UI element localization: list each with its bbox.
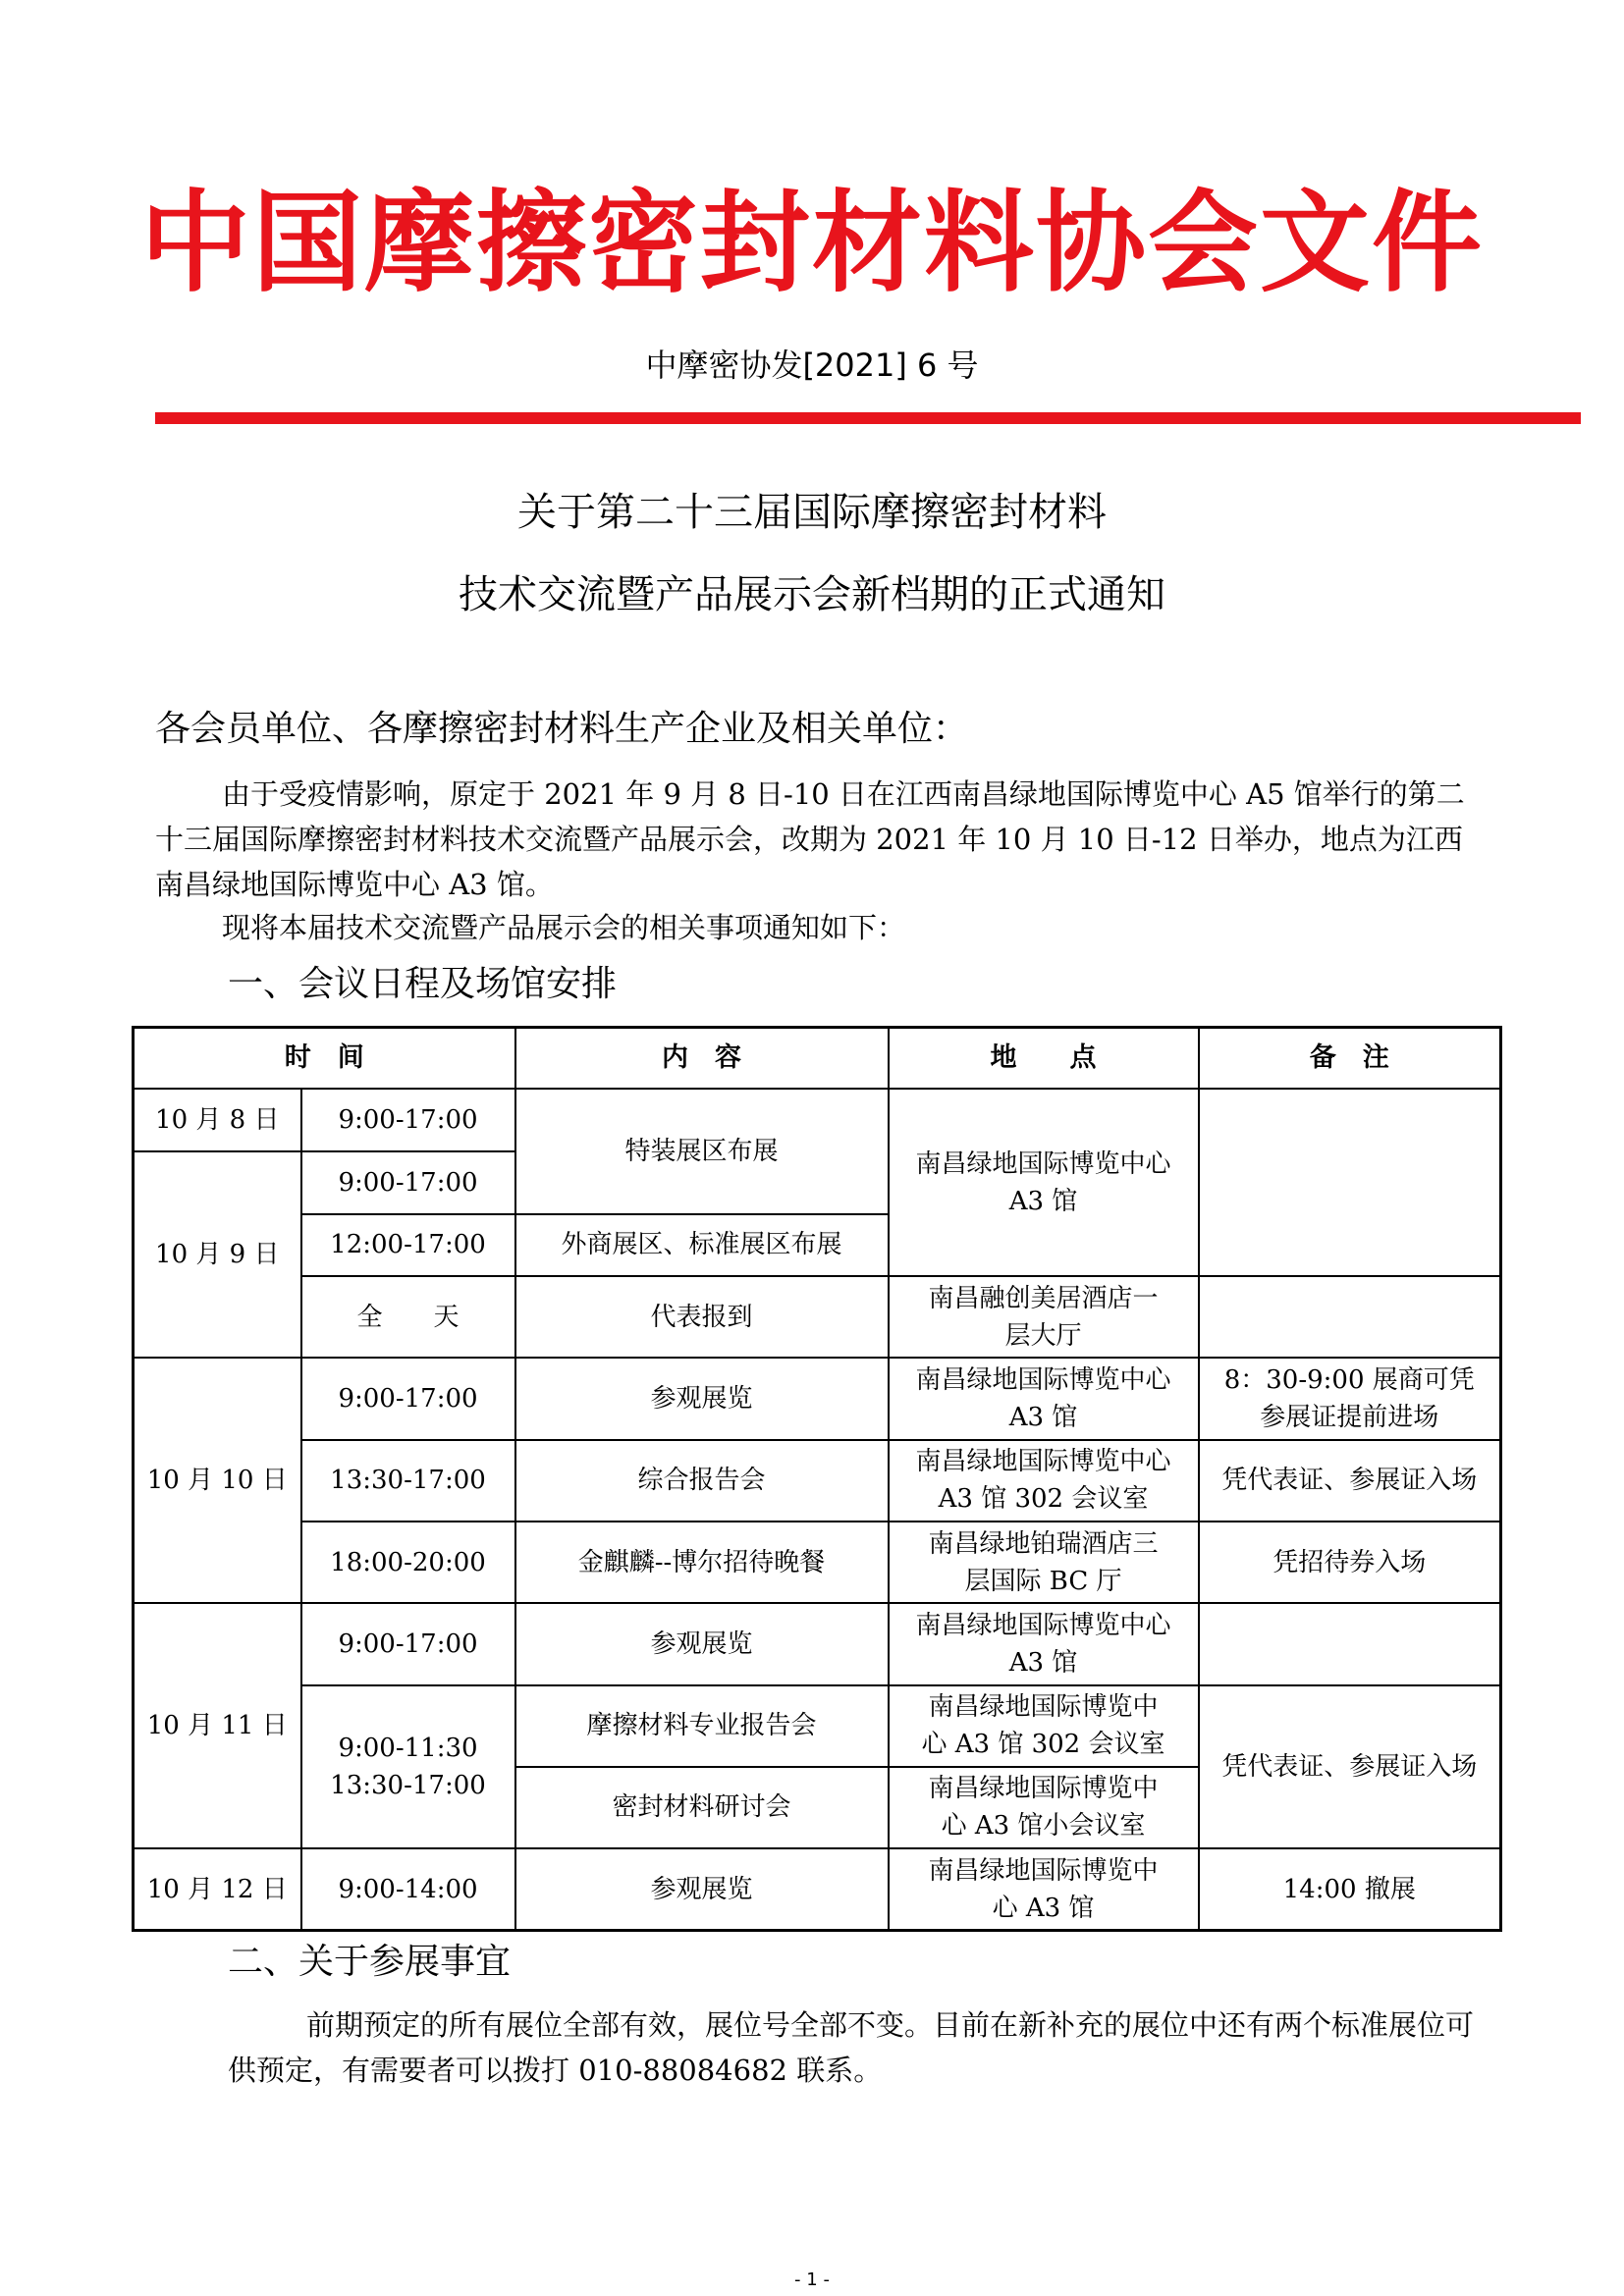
location-cell bbox=[889, 1276, 1199, 1358]
notes-cell: 凭代表证、参展证入场 bbox=[1199, 1685, 1501, 1849]
notice-title-line2: 技术交流暨产品展示会新档期的正式通知 bbox=[459, 572, 1165, 617]
notes-cell bbox=[1199, 1358, 1501, 1439]
time-cell: 12:00-17:00 bbox=[301, 1214, 515, 1277]
content-cell: 参观展览 bbox=[515, 1358, 889, 1439]
date-cell: 10 月 12 日 bbox=[134, 1848, 301, 1930]
notes-cell bbox=[1199, 1603, 1501, 1684]
time-cell: 9:00-17:00 bbox=[301, 1151, 515, 1214]
content-cell: 参观展览 bbox=[515, 1603, 889, 1684]
table-row bbox=[134, 1603, 1501, 1684]
date-cell: 10 月 9 日 bbox=[134, 1151, 301, 1358]
location-line: 心 A3 馆小会议室 bbox=[941, 1811, 1146, 1842]
time-cell: 9:00-14:00 bbox=[301, 1848, 515, 1930]
table-row bbox=[134, 1358, 1501, 1439]
location-line: 南昌绿地铂瑞酒店三 bbox=[928, 1528, 1159, 1559]
note-line: 参展证提前进场 bbox=[1260, 1402, 1439, 1432]
notes-cell: 凭代表证、参展证入场 bbox=[1199, 1440, 1501, 1522]
location-line: 南昌绿地国际博览中 bbox=[928, 1774, 1159, 1804]
location-line: 心 A3 馆 302 会议室 bbox=[921, 1730, 1165, 1760]
time-line: 9:00-11:30 bbox=[338, 1733, 478, 1763]
time-cell: 18:00-20:00 bbox=[301, 1522, 515, 1603]
time-cell: 13:30-17:00 bbox=[301, 1440, 515, 1522]
location-cell bbox=[889, 1767, 1199, 1848]
location-cell bbox=[889, 1440, 1199, 1522]
location-line: 南昌绿地国际博览中心 bbox=[915, 1148, 1171, 1179]
location-cell bbox=[889, 1358, 1199, 1439]
table-row bbox=[134, 1848, 1501, 1930]
table-row bbox=[134, 1276, 1501, 1358]
location-line: 南昌融创美居酒店一 bbox=[928, 1283, 1159, 1313]
salutation: 各会员单位、各摩擦密封材料生产企业及相关单位： bbox=[155, 709, 969, 749]
notes-cell: 凭招待券入场 bbox=[1199, 1522, 1501, 1603]
header-location: 地 点 bbox=[889, 1028, 1199, 1090]
document-number: 中摩密协发[2021] 6 号 bbox=[645, 347, 979, 384]
location-line: A3 馆 bbox=[1008, 1647, 1078, 1678]
schedule-table bbox=[132, 1026, 1502, 1932]
date-cell: 10 月 10 日 bbox=[134, 1358, 301, 1603]
notes-cell bbox=[1199, 1089, 1501, 1276]
location-line: A3 馆 bbox=[1008, 1186, 1078, 1216]
header-time: 时 间 bbox=[134, 1028, 515, 1090]
section-heading-schedule: 一、会议日程及场馆安排 bbox=[228, 964, 618, 1004]
location-cell bbox=[889, 1089, 1199, 1276]
time-cell: 9:00-17:00 bbox=[301, 1089, 515, 1151]
location-line: 层大厅 bbox=[1004, 1320, 1082, 1351]
red-divider bbox=[155, 412, 1581, 424]
table-header-row bbox=[134, 1028, 1501, 1090]
header-content: 内 容 bbox=[515, 1028, 889, 1090]
date-cell: 10 月 8 日 bbox=[134, 1089, 301, 1151]
masthead-title: 中国摩擦密封材料协会文件 bbox=[140, 180, 1484, 307]
location-line: 南昌绿地国际博览中 bbox=[928, 1692, 1159, 1723]
content-cell: 代表报到 bbox=[515, 1276, 889, 1358]
location-cell bbox=[889, 1522, 1199, 1603]
notes-cell bbox=[1199, 1276, 1501, 1358]
time-cell: 9:00-17:00 bbox=[301, 1358, 515, 1439]
location-line: 南昌绿地国际博览中心 bbox=[915, 1447, 1171, 1477]
time-cell bbox=[301, 1685, 515, 1849]
content-cell: 参观展览 bbox=[515, 1848, 889, 1930]
paragraph-reschedule: 由于受疫情影响，原定于 2021 年 9 月 8 日-10 日在江西南昌绿地国际博览中心 A5 馆举行的第二十三届国际摩擦密封材料技术交流暨产品展示会，改期为 2021 年 10 月 10 日-12 日举办，地点为江西南昌绿地国际博览中心 A3 馆。 bbox=[155, 777, 1465, 901]
location-line: A3 馆 bbox=[1008, 1402, 1078, 1432]
table-row bbox=[134, 1440, 1501, 1522]
paragraph-booths: 前期预定的所有展位全部有效，展位号全部不变。目前在新补充的展位中还有两个标准展位可供预定，有需要者可以拨打 010-88084682 联系。 bbox=[228, 2008, 1475, 2087]
location-cell bbox=[889, 1848, 1199, 1930]
content-cell: 密封材料研讨会 bbox=[515, 1767, 889, 1848]
content-cell: 特装展区布展 bbox=[515, 1089, 889, 1213]
location-line: 南昌绿地国际博览中心 bbox=[915, 1364, 1171, 1395]
content-cell: 金麒麟--博尔招待晚餐 bbox=[515, 1522, 889, 1603]
location-cell bbox=[889, 1603, 1199, 1684]
location-cell bbox=[889, 1685, 1199, 1767]
time-cell: 全 天 bbox=[301, 1276, 515, 1358]
location-line: A3 馆 302 会议室 bbox=[938, 1484, 1149, 1515]
location-line: 南昌绿地国际博览中心 bbox=[915, 1610, 1171, 1640]
location-line: 层国际 BC 厅 bbox=[964, 1566, 1122, 1596]
date-cell: 10 月 11 日 bbox=[134, 1603, 301, 1848]
table-row bbox=[134, 1522, 1501, 1603]
table-row bbox=[134, 1685, 1501, 1767]
content-cell: 综合报告会 bbox=[515, 1440, 889, 1522]
table-row bbox=[134, 1089, 1501, 1151]
paragraph-intro: 现将本届技术交流暨产品展示会的相关事项通知如下： bbox=[222, 911, 906, 944]
note-line: 8：30-9:00 展商可凭 bbox=[1223, 1364, 1475, 1395]
location-line: 南昌绿地国际博览中 bbox=[928, 1855, 1159, 1886]
time-line: 13:30-17:00 bbox=[330, 1770, 486, 1800]
page-number: - 1 - bbox=[794, 2269, 830, 2290]
notes-cell: 14:00 撤展 bbox=[1199, 1848, 1501, 1930]
location-line: 心 A3 馆 bbox=[992, 1893, 1095, 1923]
content-cell: 摩擦材料专业报告会 bbox=[515, 1685, 889, 1767]
header-notes: 备 注 bbox=[1199, 1028, 1501, 1090]
content-cell: 外商展区、标准展区布展 bbox=[515, 1214, 889, 1277]
time-cell: 9:00-17:00 bbox=[301, 1603, 515, 1684]
section-heading-exhibition: 二、关于参展事宜 bbox=[228, 1942, 512, 1982]
notice-title-line1: 关于第二十三届国际摩擦密封材料 bbox=[517, 490, 1107, 535]
